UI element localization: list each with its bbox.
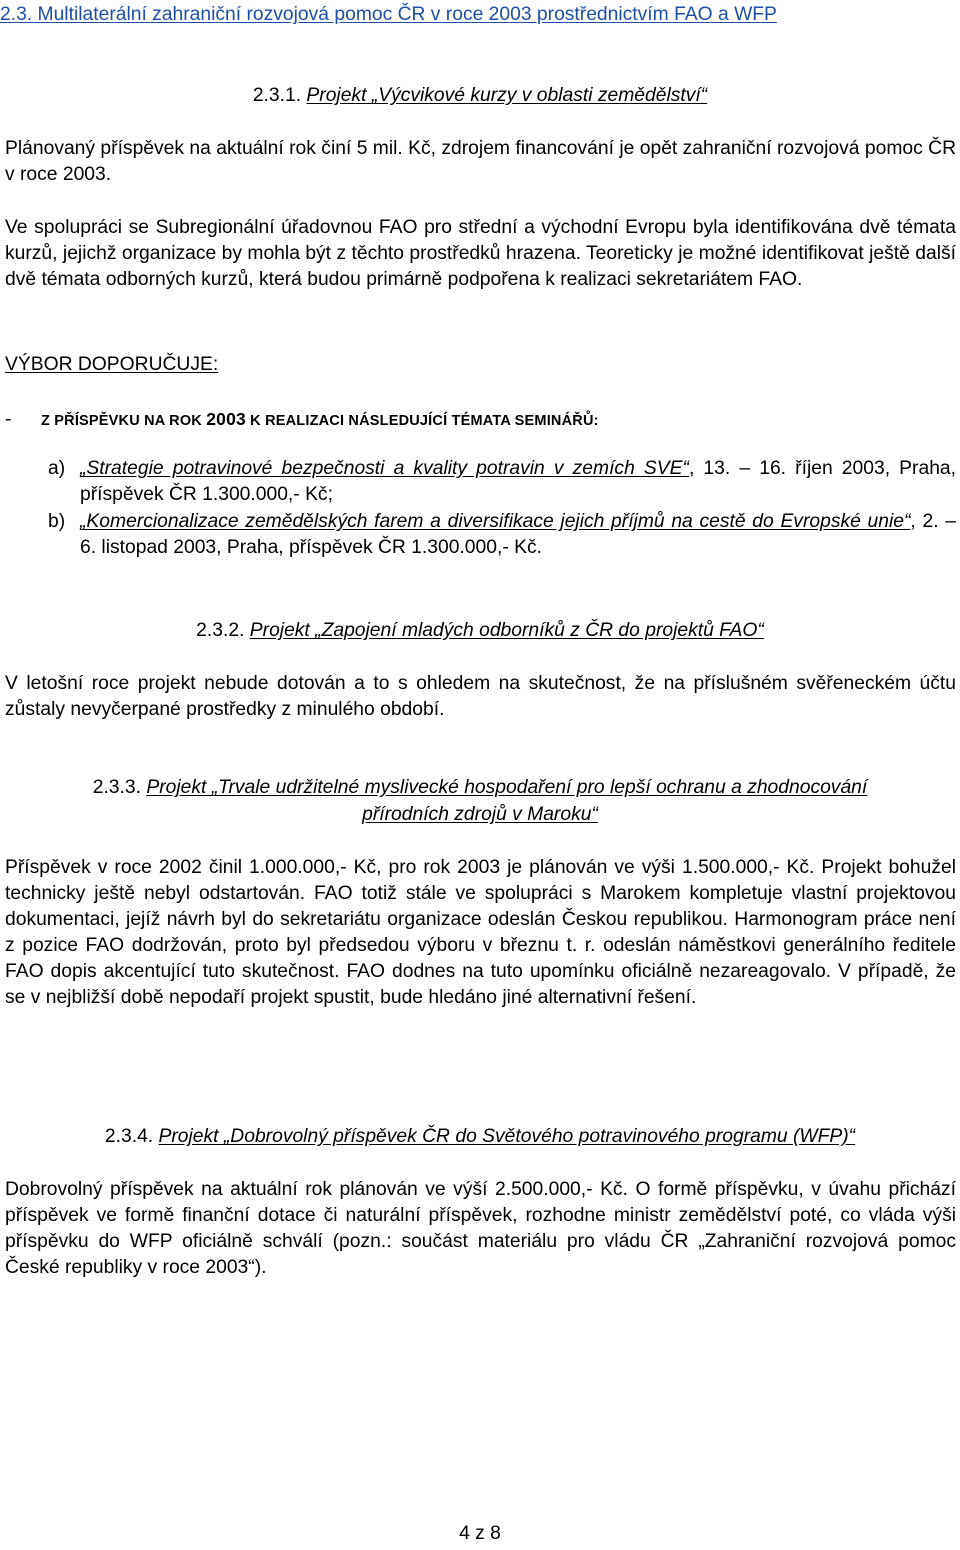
- subsection-heading-2-3-4: [0, 1124, 960, 1150]
- seminar-details: , 13. – 16. říjen 2003, Praha, příspěvek ČR 1.300.000,- Kč;: [80, 458, 956, 505]
- item-label: a): [48, 458, 66, 479]
- subsection-title: Projekt „Výcvikové kurzy v oblasti zemědělství“: [306, 85, 708, 106]
- paragraph: V letošní roce projekt nebude dotován a to s ohledem na skutečnost, že na příslušném svěřeneckém účtu zůstaly nevyčerpané prostředky z minulého období.: [5, 673, 956, 720]
- paragraph: Plánovaný příspěvek na aktuální rok činí 5 mil. Kč, zdrojem financování je opět zahraniční rozvojová pomoc ČR v roce 2003.: [5, 138, 956, 185]
- list-item: [48, 509, 956, 561]
- list-item: [48, 456, 956, 508]
- committee-label: VÝBOR DOPORUČUJE:: [5, 354, 219, 375]
- subsection-number: 2.3.4.: [104, 1126, 154, 1147]
- subsection-title: Projekt „Zapojení mladých odborníků z ČR do projektů FAO“: [249, 620, 764, 641]
- recommendation-text: Z PŘÍSPĚVKU NA ROK 2003 K REALIZACI NÁSLEDUJÍCÍ TÉMATA SEMINÁŘŮ:: [41, 409, 599, 429]
- seminar-details: , 2. – 6. listopad 2003, Praha, příspěvek ČR 1.300.000,- Kč.: [80, 511, 956, 558]
- subsection-heading-2-3-3: [0, 775, 960, 801]
- recommendation-line: [5, 406, 599, 434]
- subsection-number: 2.3.1.: [252, 85, 302, 106]
- seminar-title: „Komercionalizace zemědělských farem a diversifikace jejich příjmů na cestě do Evropské unie“: [80, 511, 911, 532]
- subsection-title-continued: přírodních zdrojů v Maroku“: [362, 804, 598, 825]
- dash-marker: -: [5, 409, 12, 430]
- paragraph: Příspěvek v roce 2002 činil 1.000.000,- Kč, pro rok 2003 je plánován ve výši 1.500.000,- Kč. Projekt bohužel technicky ještě nebyl odstartován. FAO totiž stále ve spolupráci s Marokem kompletuje vlastní projektovou dokumentaci, jejíž návrh byl do sekretariátu organizace odeslán Českou republikou. Harmonogram práce není z pozice FAO dodržován, proto byl předsedou výboru v březnu t. r. odeslán náměstkovi generálního ředitele FAO dopis akcentující tuto skutečnost. FAO dodnes na tuto upomínku oficiálně nezareagovalo. V případě, že se v nejbližší době nepodaří projekt spustit, bude hledáno jiné alternativní řešení.: [5, 857, 956, 1008]
- seminar-title: „Strategie potravinové bezpečnosti a kvality potravin v zemích SVE“: [80, 458, 689, 479]
- subsection-title: Projekt „Trvale udržitelné myslivecké hospodaření pro lepší ochranu a zhodnocování: [146, 777, 868, 798]
- section-title: 2.3. Multilaterální zahraniční rozvojová pomoc ČR v roce 2003 prostřednictvím FAO a WFP: [0, 4, 777, 25]
- paragraph: Dobrovolný příspěvek na aktuální rok plánován ve výší 2.500.000,- Kč. O formě příspěvku, v úvahu přichází příspěvek ve formě finanční dotace či naturální příspěvek, rozhodne ministr zemědělství poté, co vláda výši příspěvku do WFP oficiálně schválí (pozn.: součást materiálu pro vládu ČR „Zahraniční rozvojová pomoc České republiky v roce 2003“).: [5, 1179, 956, 1278]
- subsection-number: 2.3.3.: [92, 777, 141, 798]
- subsection-heading-2-3-2: [0, 618, 960, 644]
- page-number: 4 z 8: [459, 1523, 501, 1544]
- subsection-number: 2.3.2.: [196, 620, 245, 641]
- item-label: b): [48, 511, 66, 532]
- paragraph: Ve spolupráci se Subregionální úřadovnou FAO pro střední a východní Evropu byla identifikována dvě témata kurzů, jejichž organizace by mohla být z těchto prostředků hrazena. Teoreticky je možné identifikovat ještě další dvě témata odborných kurzů, která budou primárně podpořena k realizaci sekretariátem FAO.: [5, 217, 956, 290]
- subsection-heading-2-3-1: [0, 83, 960, 109]
- subsection-title: Projekt „Dobrovolný příspěvek ČR do Světového potravinového programu (WFP)“: [158, 1126, 856, 1147]
